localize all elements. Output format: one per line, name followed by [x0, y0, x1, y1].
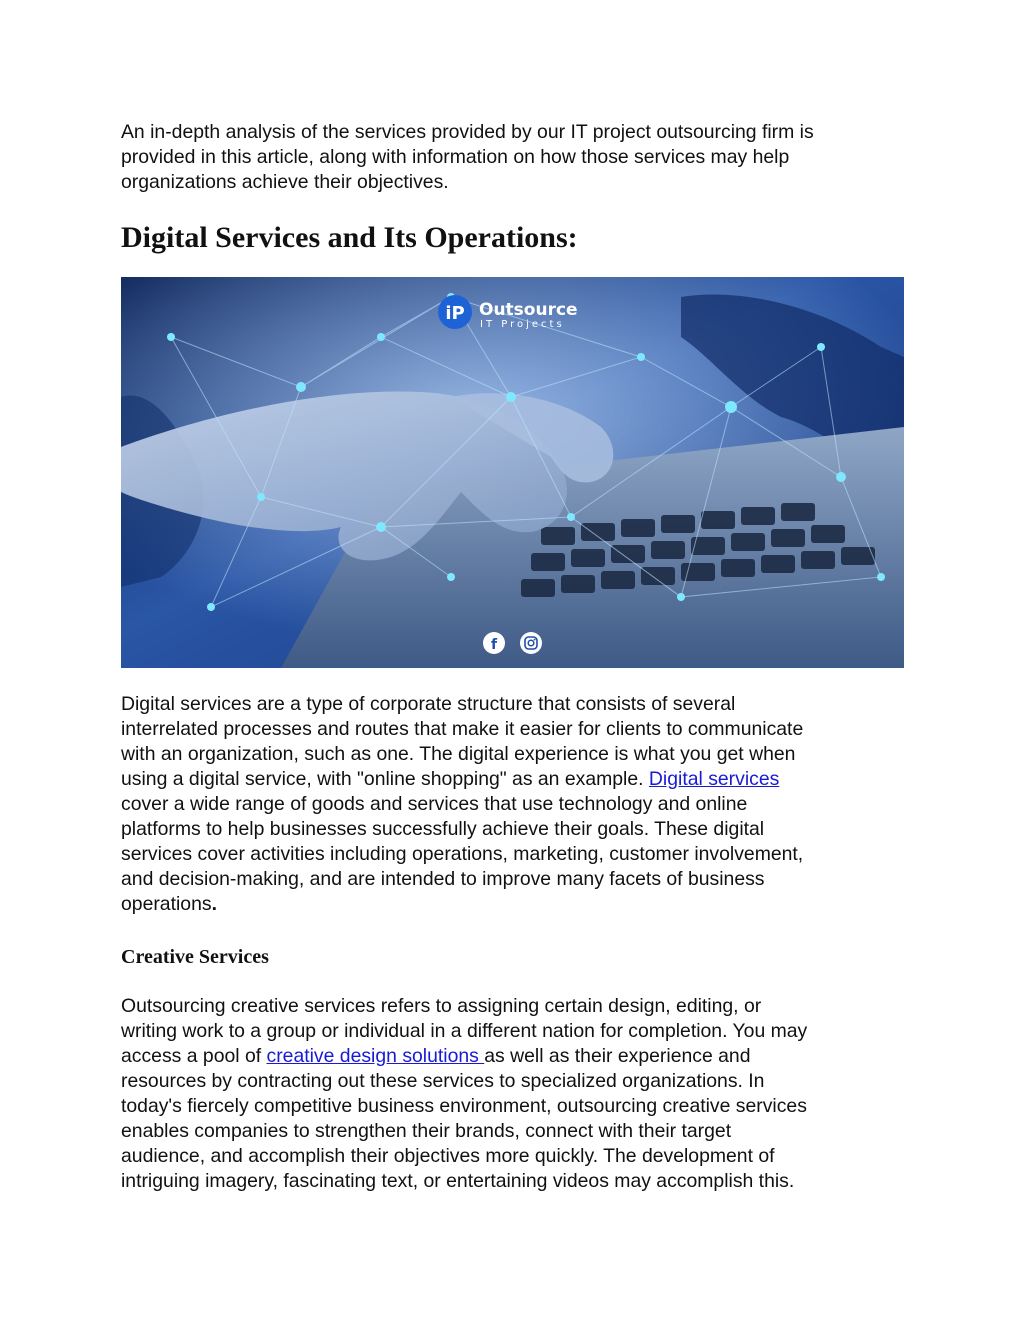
logo-text: Outsource	[479, 300, 578, 320]
paragraph-text: access a pool of	[121, 1045, 267, 1067]
paragraph-line: interrelated processes and routes that make it easier for clients to communicate	[121, 718, 804, 740]
logo-mark: iP	[445, 303, 465, 324]
paragraph-line: cover a wide range of goods and services that use technology and online	[121, 793, 748, 815]
logo-subtext: IT Projects	[480, 319, 565, 330]
intro-line: provided in this article, along with information on how those services may help	[121, 146, 790, 168]
paragraph-line: resources by contracting out these services to specialized organizations. In	[121, 1070, 765, 1092]
paragraph-line: Digital services are a type of corporate structure that consists of several	[121, 693, 736, 715]
creative-design-solutions-link[interactable]: creative design solutions	[266, 1045, 485, 1067]
paragraph-line: and decision-making, and are intended to improve many facets of business	[121, 868, 765, 890]
instagram-icon[interactable]	[520, 632, 542, 654]
paragraph-end-period: .	[211, 893, 217, 915]
paragraph-line: today's fiercely competitive business environment, outsourcing creative services	[121, 1095, 807, 1117]
paragraph-line	[121, 767, 911, 792]
digital-services-paragraph	[121, 692, 911, 917]
paragraph-text: using a digital service, with "online shopping" as an example.	[121, 768, 649, 790]
paragraph-line: writing work to a group or individual in a different nation for completion. You may	[121, 1020, 808, 1042]
paragraph-line: intriguing imagery, fascinating text, or entertaining videos may accomplish this.	[121, 1170, 795, 1192]
intro-paragraph	[121, 120, 911, 195]
subsection-heading: Creative Services	[121, 946, 269, 968]
paragraph-line	[121, 1044, 911, 1069]
paragraph-line	[121, 892, 911, 917]
paragraph-line: audience, and accomplish their objectives more quickly. The development of	[121, 1145, 775, 1167]
paragraph-text: operations	[121, 893, 212, 915]
paragraph-line: Outsourcing creative services refers to assigning certain design, editing, or	[121, 995, 762, 1017]
creative-services-paragraph	[121, 994, 911, 1194]
paragraph-line: with an organization, such as one. The digital experience is what you get when	[121, 743, 796, 765]
digital-services-link[interactable]: Digital services	[648, 768, 780, 790]
hero-illustration	[121, 277, 904, 668]
paragraph-text: as well as their experience and	[484, 1045, 751, 1067]
paragraph-line: enables companies to strengthen their brands, connect with their target	[121, 1120, 732, 1142]
intro-line: An in-depth analysis of the services provided by our IT project outsourcing firm is	[121, 121, 814, 143]
paragraph-line: platforms to help businesses successfully achieve their goals. These digital	[121, 818, 765, 840]
outsource-logo	[438, 295, 578, 330]
section-heading: Digital Services and Its Operations:	[121, 221, 578, 254]
hero-image	[121, 277, 904, 668]
facebook-icon[interactable]	[483, 632, 505, 654]
intro-line: organizations achieve their objectives.	[121, 171, 449, 193]
svg-text:f: f	[490, 637, 498, 653]
paragraph-line: services cover activities including operations, marketing, customer involvement,	[121, 843, 804, 865]
